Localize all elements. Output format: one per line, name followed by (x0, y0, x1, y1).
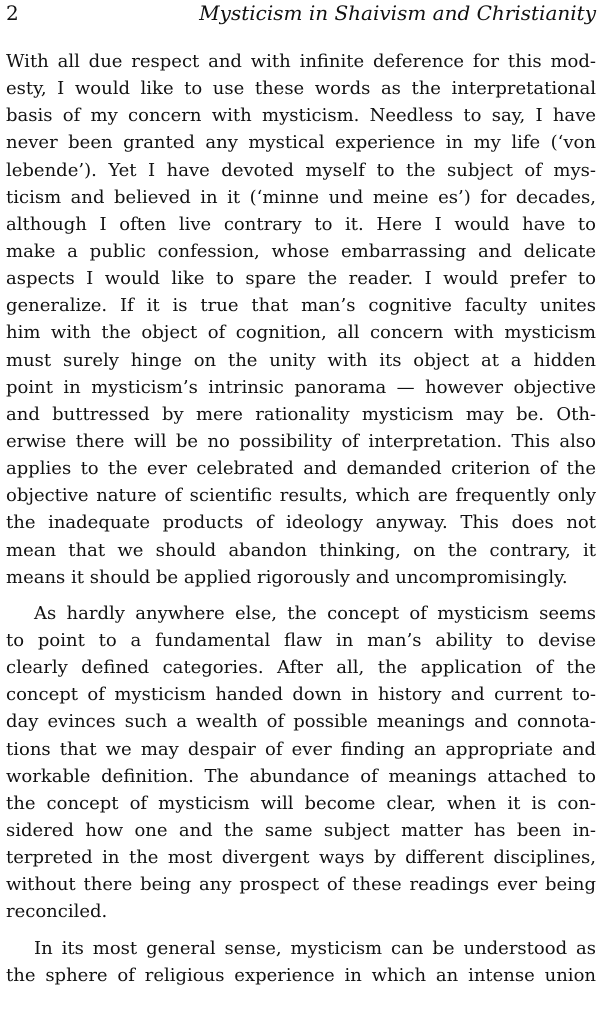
text-line: and buttressed by mere rationality mysticism may be. Oth- (6, 403, 596, 425)
body-text (6, 48, 596, 989)
text-line: lebende’). Yet I have devoted myself to the subject of mys- (6, 159, 596, 181)
paragraph-3 (6, 935, 596, 989)
text-line: workable definition. The abundance of meanings attached to (6, 765, 596, 787)
text-line: generalize. If it is true that man’s cognitive faculty unites (6, 295, 596, 317)
page-number: 2 (6, 1, 19, 25)
text-line: the sphere of religious experience in which an intense union (6, 964, 596, 986)
text-line: concept of mysticism handed down in history and current to- (6, 684, 596, 706)
text-line: terpreted in the most divergent ways by different disciplines, (6, 847, 596, 869)
paragraph-2 (6, 600, 596, 926)
paragraph-1 (6, 48, 596, 591)
text-line: ticism and believed in it (‘minne und meine es’) for decades, (6, 186, 596, 208)
text-line: clearly defined categories. After all, the application of the (6, 657, 596, 679)
text-line: must surely hinge on the unity with its object at a hidden (6, 349, 596, 371)
text-line: sidered how one and the same subject matter has been in- (6, 819, 596, 841)
text-line: the concept of mysticism will become clear, when it is con- (6, 792, 596, 814)
text-line: without there being any prospect of these readings ever being (6, 874, 596, 896)
text-line: applies to the ever celebrated and demanded criterion of the (6, 458, 596, 480)
text-line: him with the object of cognition, all concern with mysticism (6, 322, 596, 344)
text-line: aspects I would like to spare the reader. I would prefer to (6, 268, 596, 290)
text-line: basis of my concern with mysticism. Needless to say, I have (6, 105, 596, 127)
running-head (6, 0, 596, 28)
running-title: Mysticism in Shaivism and Christianity (199, 1, 596, 25)
text-line: In its most general sense, mysticism can be understood as (34, 937, 596, 959)
text-line: day evinces such a wealth of possible meanings and connota- (6, 711, 596, 733)
text-line: objective nature of scientific results, which are frequently only (6, 485, 596, 507)
text-line: esty, I would like to use these words as the interpretational (6, 78, 596, 100)
text-line: With all due respect and with infinite deference for this mod- (6, 51, 596, 72)
text-line: although I often live contrary to it. Here I would have to (6, 213, 596, 235)
text-line: means it should be applied rigorously and uncompromisingly. (6, 566, 568, 588)
text-line: As hardly anywhere else, the concept of mysticism seems (34, 602, 596, 624)
text-line: never been granted any mystical experience in my life (‘von (6, 132, 596, 154)
text-line: mean that we should abandon thinking, on the contrary, it (6, 539, 596, 561)
text-line: reconciled. (6, 901, 108, 923)
text-line: to point to a fundamental flaw in man’s ability to devise (6, 629, 596, 651)
text-line: tions that we may despair of ever finding an appropriate and (6, 738, 596, 760)
text-line: erwise there will be no possibility of interpretation. This also (6, 430, 596, 452)
text-line: point in mysticism’s intrinsic panorama — however objective (6, 376, 596, 398)
text-line: the inadequate products of ideology anyway. This does not (6, 512, 596, 534)
text-line: make a public confession, whose embarrassing and delicate (6, 240, 596, 262)
